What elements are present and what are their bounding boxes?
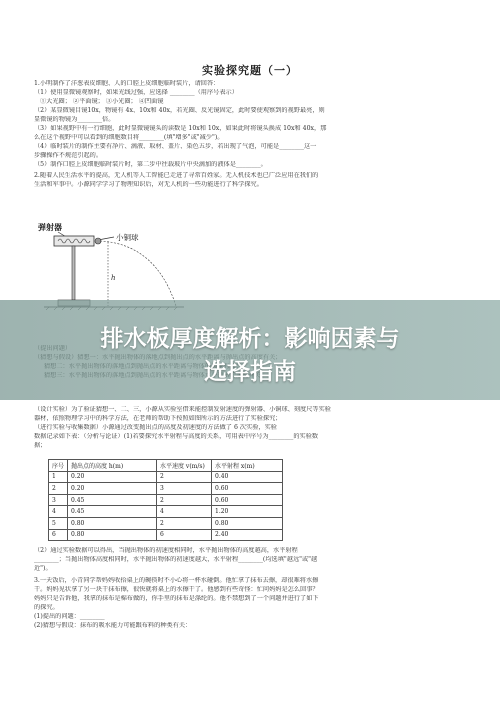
table-cell: 6 <box>157 529 212 541</box>
table-cell: 2 <box>157 494 212 506</box>
table-cell: 2.40 <box>212 529 283 541</box>
table-row <box>49 471 283 483</box>
table-row <box>49 506 283 518</box>
table-cell: 2 <box>157 471 212 483</box>
q3-line3: 妈妈只是告诉他，我拿的抹布是棉布做的，你手里的抹布是涤纶的。他不禁想到了一个问题并进行了如下 <box>34 595 319 602</box>
page-title: 实验探究题（一） <box>202 64 298 77</box>
q1-sub2-line2: 显微镜的物镜为________倍。 <box>34 116 115 123</box>
table-cell: 5 <box>49 517 68 529</box>
q3-line6: (2)猜想与假设：抹布的吸水能力可能跟布料的种类有关： <box>34 622 192 629</box>
q2-line1: 2.随着人民生活水平的提高，无人机等人工智能已走进了寻常百姓家。无人机技术也已广泛应用在我们的 <box>34 172 319 179</box>
table-cell: 4 <box>49 506 68 518</box>
table-cell: 0.40 <box>212 471 283 483</box>
header-speed: 水平速度 v(m/s) <box>157 460 212 472</box>
q2-conclusion-1: （2）通过实验数据可以得出，当抛出物体的初速度相同时，水平抛出物体的高度越高，水平射程 <box>34 547 298 554</box>
table-cell: 2 <box>157 517 212 529</box>
table-row <box>49 494 283 506</box>
q1-sub4-line2: 步骤操作不规范引起的。 <box>34 152 103 159</box>
data-table <box>48 459 283 541</box>
q1-sub1-options: ①大光圈； ②平面镜； ③小光圈； ④凹面镜 <box>40 98 164 105</box>
height-label: h <box>111 274 116 282</box>
table-header-row <box>49 460 283 472</box>
q3-line2: 干。妈妈见状拿了另一块干抹布擦，很快就将桌上的水擦干了。他感到有些奇怪：忙问妈妈是怎么回事？ <box>34 586 319 593</box>
q1-sub3-line1: （3）如果视野中有一行细胞，此时显微镜镜头的读数是 10x和 10x，如果此时将镜头换成 10x和 40x，那 <box>34 125 327 132</box>
q2-data-1: （进行实验与收集数据）小源通过改变抛出点的高度及初速度的方法做了 6 次实验，实验 <box>34 424 277 431</box>
table-cell: 0.80 <box>212 517 283 529</box>
q2-data-3: 据； <box>34 442 47 449</box>
table-row <box>49 517 283 529</box>
banner-line-2: 选择指南 <box>204 359 296 385</box>
table-cell: 0.20 <box>68 471 157 483</box>
q1-intro: 1.小明制作了洋葱表皮细胞、人的口腔上皮细胞临时装片，请回答： <box>34 80 220 87</box>
table-cell: 0.80 <box>68 517 157 529</box>
q1-sub2-line1: （2）某显微镜目镜10x，物镜有 4x、10x和 40x，若光圈、反光镜固定，此时要使观察到的视野最亮，则 <box>34 107 325 114</box>
table-cell: 6 <box>49 529 68 541</box>
ball-label: 小铜球 <box>116 233 139 242</box>
q2-design-2: 器材，依照物理学习中的科学方法，在老师的帮助下按照如图所示的方法进行了实验探究； <box>34 415 282 422</box>
table-cell: 0.80 <box>68 529 157 541</box>
q1-sub1: （1）使用显微镜观察时，如果光线过强，应选择 ________（用序号表示） <box>34 89 238 96</box>
header-height: 抛出点的高度 h(m) <box>68 460 157 472</box>
q2-data-2: 数据记录如下表：（分析与论证）(1)若要探究水平射程与高度的关系，可用表中序号为________的实验数 <box>34 433 319 440</box>
title-banner <box>0 300 500 400</box>
q3-line4: 的探究。 <box>34 604 59 611</box>
table-cell: 1.20 <box>212 506 283 518</box>
q2-conclusion-2: ________；当抛出物体高度相同时，水平抛出物体的初速度越大，水平射程________(均选填"越远"或"越 <box>34 556 318 563</box>
table-cell: 3 <box>157 483 212 495</box>
table-cell: 0.45 <box>68 494 157 506</box>
q2-design-1: （设计实验）为了验证猜想一、二、三，小源从实验室借来能控制发射速度的弹射器、小铜球、刻度尺等实验 <box>34 406 331 413</box>
q2-conclusion-3: 近")。 <box>34 565 52 572</box>
launcher-label: 弹射器 <box>38 222 62 232</box>
table-row <box>49 483 283 495</box>
q3-line1: 3.一天饭后，小青同学帮妈妈收拾桌上的碗筷时不小心将一杯水碰倒。他忙拿了抹布去擦，却很难将水擦 <box>34 577 319 584</box>
q1-sub4-line1: （4）临时装片的制作主要有净片、滴液、取材、盖片、染色五步，若出现了气泡，可能是________这一 <box>34 143 317 150</box>
q1-sub3-line2: 么在这个视野中可以看到的细胞数目将________(填"增多"或"减少")。 <box>34 134 224 141</box>
table-cell: 3 <box>49 494 68 506</box>
table-cell: 0.20 <box>68 483 157 495</box>
table-row <box>49 529 283 541</box>
header-index: 序号 <box>49 460 68 472</box>
banner-line-1: 排水板厚度解析：影响因素与 <box>100 326 400 352</box>
table-cell: 0.45 <box>68 506 157 518</box>
table-cell: 2 <box>49 483 68 495</box>
table-cell: 4 <box>157 506 212 518</box>
q2-line2: 生活和军事中。小源同学学习了物理知识后，对无人机的一些功能进行了科学探究。 <box>34 181 263 188</box>
q1-sub5: （5）制作口腔上皮细胞临时装片时，第二步中往载玻片中央滴加的液体是________。 <box>34 161 267 168</box>
table-cell: 0.60 <box>212 483 283 495</box>
header-range: 水平射程 x(m) <box>212 460 283 472</box>
table-cell: 1 <box>49 471 68 483</box>
table-cell: 0.60 <box>212 494 283 506</box>
q3-line5: (1)提出的问题：________ <box>34 613 105 620</box>
